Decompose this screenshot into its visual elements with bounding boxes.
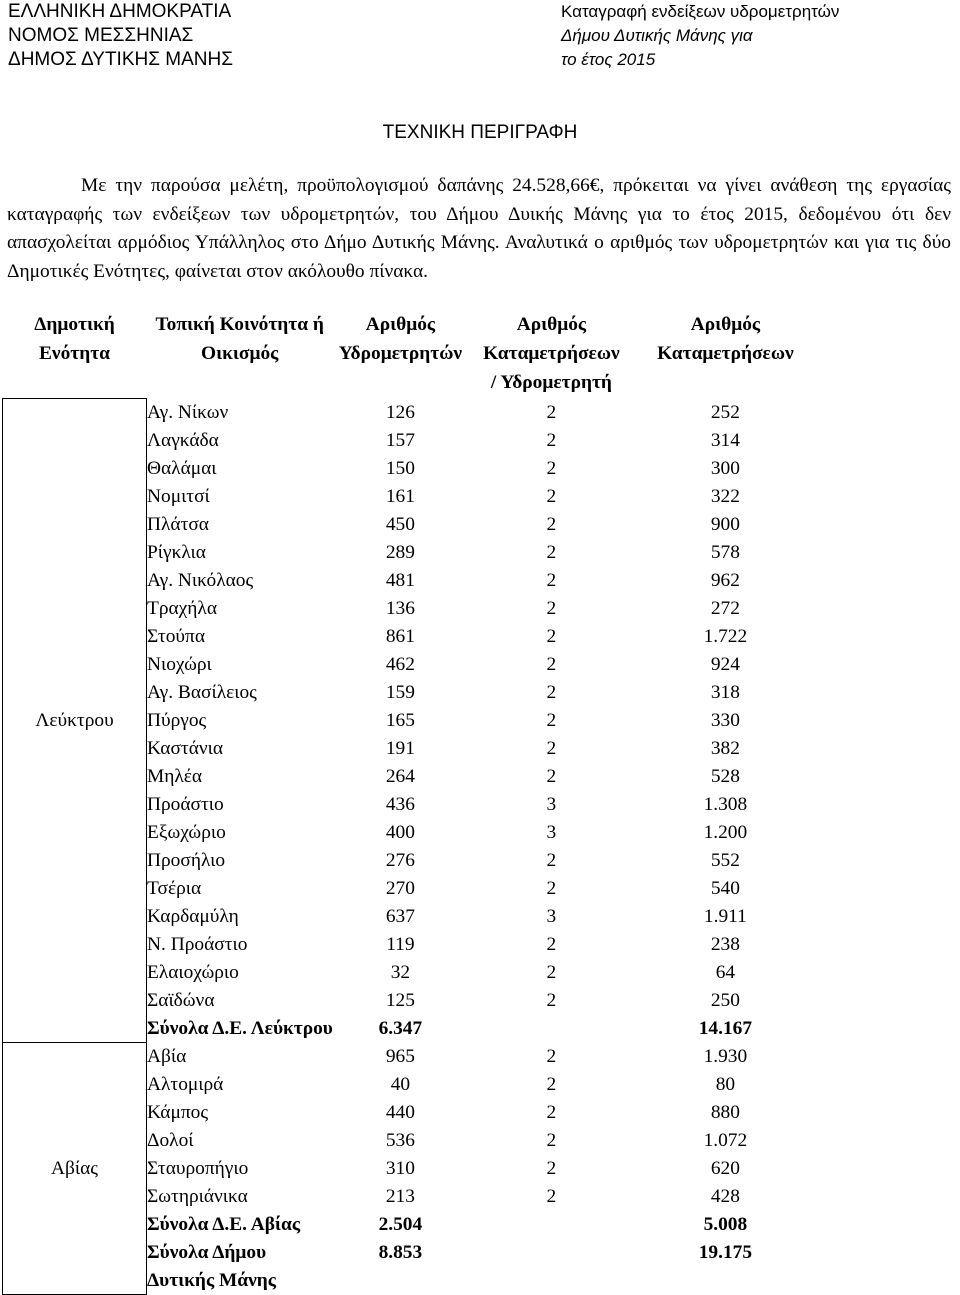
readings-per-meter: 2 (546, 513, 557, 535)
meter-count: 213 (385, 1185, 415, 1207)
community-name: Κάμπος (147, 1101, 209, 1123)
readings-total: 1.308 (703, 793, 748, 815)
subtotal-label: Σύνολα Δ.Ε. Λεύκτρου (147, 1017, 333, 1039)
community-name: Νιοχώρι (147, 653, 212, 675)
community-name: Αγ. Νικόλαος (147, 569, 254, 591)
subtotal-meters: 2.504 (378, 1213, 423, 1235)
readings-per-meter: 2 (546, 653, 557, 675)
readings-total: 528 (710, 765, 740, 787)
readings-total: 924 (710, 653, 740, 675)
readings-total: 314 (710, 429, 740, 451)
community-name: Προάστιο (147, 793, 224, 815)
community-name: Τραχήλα (147, 597, 217, 619)
readings-per-meter: 2 (546, 625, 557, 647)
community-name: Νομιτσί (147, 485, 210, 507)
header-country: ΕΛΛΗΝΙΚΗ ΔΗΜΟΚΡΑΤΙΑ (8, 1, 232, 22)
readings-total: 1.200 (703, 821, 748, 843)
readings-per-meter: 2 (546, 597, 557, 619)
header-community: Τοπική Κοινότητα ή Οικισμός (155, 314, 324, 364)
readings-per-meter: 2 (546, 1073, 557, 1095)
readings-total: 962 (710, 569, 740, 591)
header-meters: Αριθμός Υδρομετρητών (338, 314, 463, 364)
readings-total: 428 (710, 1185, 740, 1207)
meter-count: 637 (385, 905, 415, 927)
community-name: Ελαιοχώριο (147, 961, 239, 983)
readings-total: 238 (710, 933, 740, 955)
readings-per-meter: 2 (546, 765, 557, 787)
grand-total-readings: 19.175 (698, 1241, 753, 1263)
meter-count: 32 (390, 961, 411, 983)
meter-count: 136 (385, 597, 415, 619)
meter-count: 276 (385, 849, 415, 871)
readings-per-meter: 2 (546, 1101, 557, 1123)
readings-total: 322 (710, 485, 740, 507)
readings-per-meter: 2 (546, 1157, 557, 1179)
table-header-row (3, 310, 816, 399)
header-readings-per-meter: Αριθμός Καταμετρήσεων / Υδρομετρητή (483, 314, 620, 393)
readings-per-meter: 2 (546, 877, 557, 899)
readings-per-meter: 2 (546, 961, 557, 983)
readings-per-meter: 2 (546, 1129, 557, 1151)
meters-table (2, 310, 816, 1295)
readings-total: 64 (715, 961, 736, 983)
readings-total: 578 (710, 541, 740, 563)
readings-total: 620 (710, 1157, 740, 1179)
unit-name: Λεύκτρου (3, 399, 147, 1043)
meter-count: 161 (385, 485, 415, 507)
readings-total: 1.911 (703, 905, 747, 927)
grand-total-empty (467, 1239, 635, 1295)
readings-per-meter: 2 (546, 401, 557, 423)
readings-total: 900 (710, 513, 740, 535)
meter-count: 440 (385, 1101, 415, 1123)
readings-total: 1.072 (703, 1129, 748, 1151)
community-name: Δολοί (147, 1129, 194, 1151)
meter-count: 481 (385, 569, 415, 591)
community-name: Καστάνια (147, 737, 223, 759)
readings-total: 250 (710, 989, 740, 1011)
community-name: Αβία (147, 1045, 187, 1067)
community-name: Ν. Προάστιο (147, 933, 248, 955)
unit-name: Αβίας (3, 1043, 147, 1295)
grand-total-meters: 8.853 (378, 1241, 423, 1263)
meter-count: 310 (385, 1157, 415, 1179)
header-prefecture: ΝΟΜΟΣ ΜΕΣΣΗΝΙΑΣ (8, 25, 194, 46)
readings-per-meter: 2 (546, 681, 557, 703)
table-row (3, 1043, 816, 1071)
section-title: ΤΕΧΝΙΚΗ ΠΕΡΙΓΡΑΦΗ (382, 122, 578, 143)
meter-count: 436 (385, 793, 415, 815)
meter-count: 125 (385, 989, 415, 1011)
readings-per-meter: 3 (546, 793, 557, 815)
subtotal-meters: 6.347 (378, 1017, 423, 1039)
grand-total-label: Σύνολα Δήμου Δυτικής Μάνης (147, 1241, 276, 1291)
community-name: Θαλάμαι (147, 457, 217, 479)
readings-total: 880 (710, 1101, 740, 1123)
header-subject-line3: το έτος 2015 (561, 50, 656, 69)
readings-per-meter: 2 (546, 541, 557, 563)
community-name: Αλτομιρά (147, 1073, 224, 1095)
meter-count: 861 (385, 625, 415, 647)
readings-total: 1.930 (703, 1045, 748, 1067)
subtotal-empty (467, 1211, 635, 1239)
meter-count: 450 (385, 513, 415, 535)
meter-count: 40 (390, 1073, 411, 1095)
meter-count: 165 (385, 709, 415, 731)
community-name: Μηλέα (147, 765, 203, 787)
header-municipality: ΔΗΜΟΣ ΔΥΤΙΚΗΣ ΜΑΝΗΣ (8, 49, 233, 70)
community-name: Σαϊδώνα (147, 989, 215, 1011)
header-subject-line1: Καταγραφή ενδείξεων υδρομετρητών (561, 2, 840, 21)
header-subject (561, 0, 839, 72)
readings-total: 300 (710, 457, 740, 479)
subtotal-empty (467, 1015, 635, 1043)
readings-per-meter: 3 (546, 821, 557, 843)
readings-total: 272 (710, 597, 740, 619)
readings-per-meter: 2 (546, 989, 557, 1011)
readings-total: 252 (710, 401, 740, 423)
header-unit: Δημοτική Ενότητα (34, 314, 115, 364)
readings-total: 552 (710, 849, 740, 871)
subtotal-readings: 5.008 (703, 1213, 748, 1235)
meter-count: 400 (385, 821, 415, 843)
meter-count: 289 (385, 541, 415, 563)
meter-count: 126 (385, 401, 415, 423)
readings-per-meter: 3 (546, 905, 557, 927)
community-name: Προσήλιο (147, 849, 226, 871)
community-name: Αγ. Νίκων (147, 401, 229, 423)
community-name: Πλάτσα (147, 513, 209, 535)
meter-count: 150 (385, 457, 415, 479)
meter-count: 462 (385, 653, 415, 675)
readings-per-meter: 2 (546, 457, 557, 479)
community-name: Λαγκάδα (147, 429, 219, 451)
readings-per-meter: 2 (546, 569, 557, 591)
meter-count: 270 (385, 877, 415, 899)
readings-per-meter: 2 (546, 933, 557, 955)
community-name: Σταυροπήγιο (147, 1157, 249, 1179)
readings-total: 1.722 (703, 625, 748, 647)
readings-per-meter: 2 (546, 1185, 557, 1207)
community-name: Στούπα (147, 625, 205, 647)
meter-count: 157 (385, 429, 415, 451)
community-name: Σωτηριάνικα (147, 1185, 248, 1207)
community-name: Πύργος (147, 709, 207, 731)
meter-count: 965 (385, 1045, 415, 1067)
readings-per-meter: 2 (546, 709, 557, 731)
readings-total: 540 (710, 877, 740, 899)
table-row (3, 399, 816, 427)
readings-per-meter: 2 (546, 737, 557, 759)
subtotal-label: Σύνολα Δ.Ε. Αβίας (147, 1213, 301, 1235)
readings-total: 330 (710, 709, 740, 731)
meter-count: 191 (385, 737, 415, 759)
header-subject-line2: Δήμου Δυτικής Μάνης για (561, 26, 753, 45)
community-name: Αγ. Βασίλειος (147, 681, 257, 703)
subtotal-readings: 14.167 (698, 1017, 753, 1039)
intro-paragraph: Με την παρούσα μελέτη, προϋπολογισμού δαπάνης 24.528,66€, πρόκειται να γίνει ανάθεση της εργασίας καταγραφής των ενδείξεων των υδρομετρητών, του Δήμου Δυικής Μάνης για το έτος 2015, δεδομένου ότι δεν απασχολείται αρμόδιος Υπάλληλος στο Δήμο Δυτικής Μάνης. Αναλυτικά ο αριθμός των υδρομετρητών και για τις δύο Δημοτικές Ενότητες, φαίνεται στον ακόλουθο πίνακα. (7, 175, 951, 282)
readings-per-meter: 2 (546, 429, 557, 451)
header-readings-total: Αριθμός Καταμετρήσεων (657, 314, 794, 364)
readings-per-meter: 2 (546, 485, 557, 507)
readings-total: 318 (710, 681, 740, 703)
readings-per-meter: 2 (546, 849, 557, 871)
community-name: Καρδαμύλη (147, 905, 239, 927)
community-name: Τσέρια (147, 877, 202, 899)
meter-count: 264 (385, 765, 415, 787)
readings-total: 382 (710, 737, 740, 759)
meter-count: 536 (385, 1129, 415, 1151)
header-authority (8, 0, 233, 72)
community-name: Ρίγκλια (147, 541, 206, 563)
readings-per-meter: 2 (546, 1045, 557, 1067)
community-name: Εξωχώριο (147, 821, 226, 843)
readings-total: 80 (715, 1073, 736, 1095)
meter-count: 119 (386, 933, 415, 955)
meter-count: 159 (385, 681, 415, 703)
